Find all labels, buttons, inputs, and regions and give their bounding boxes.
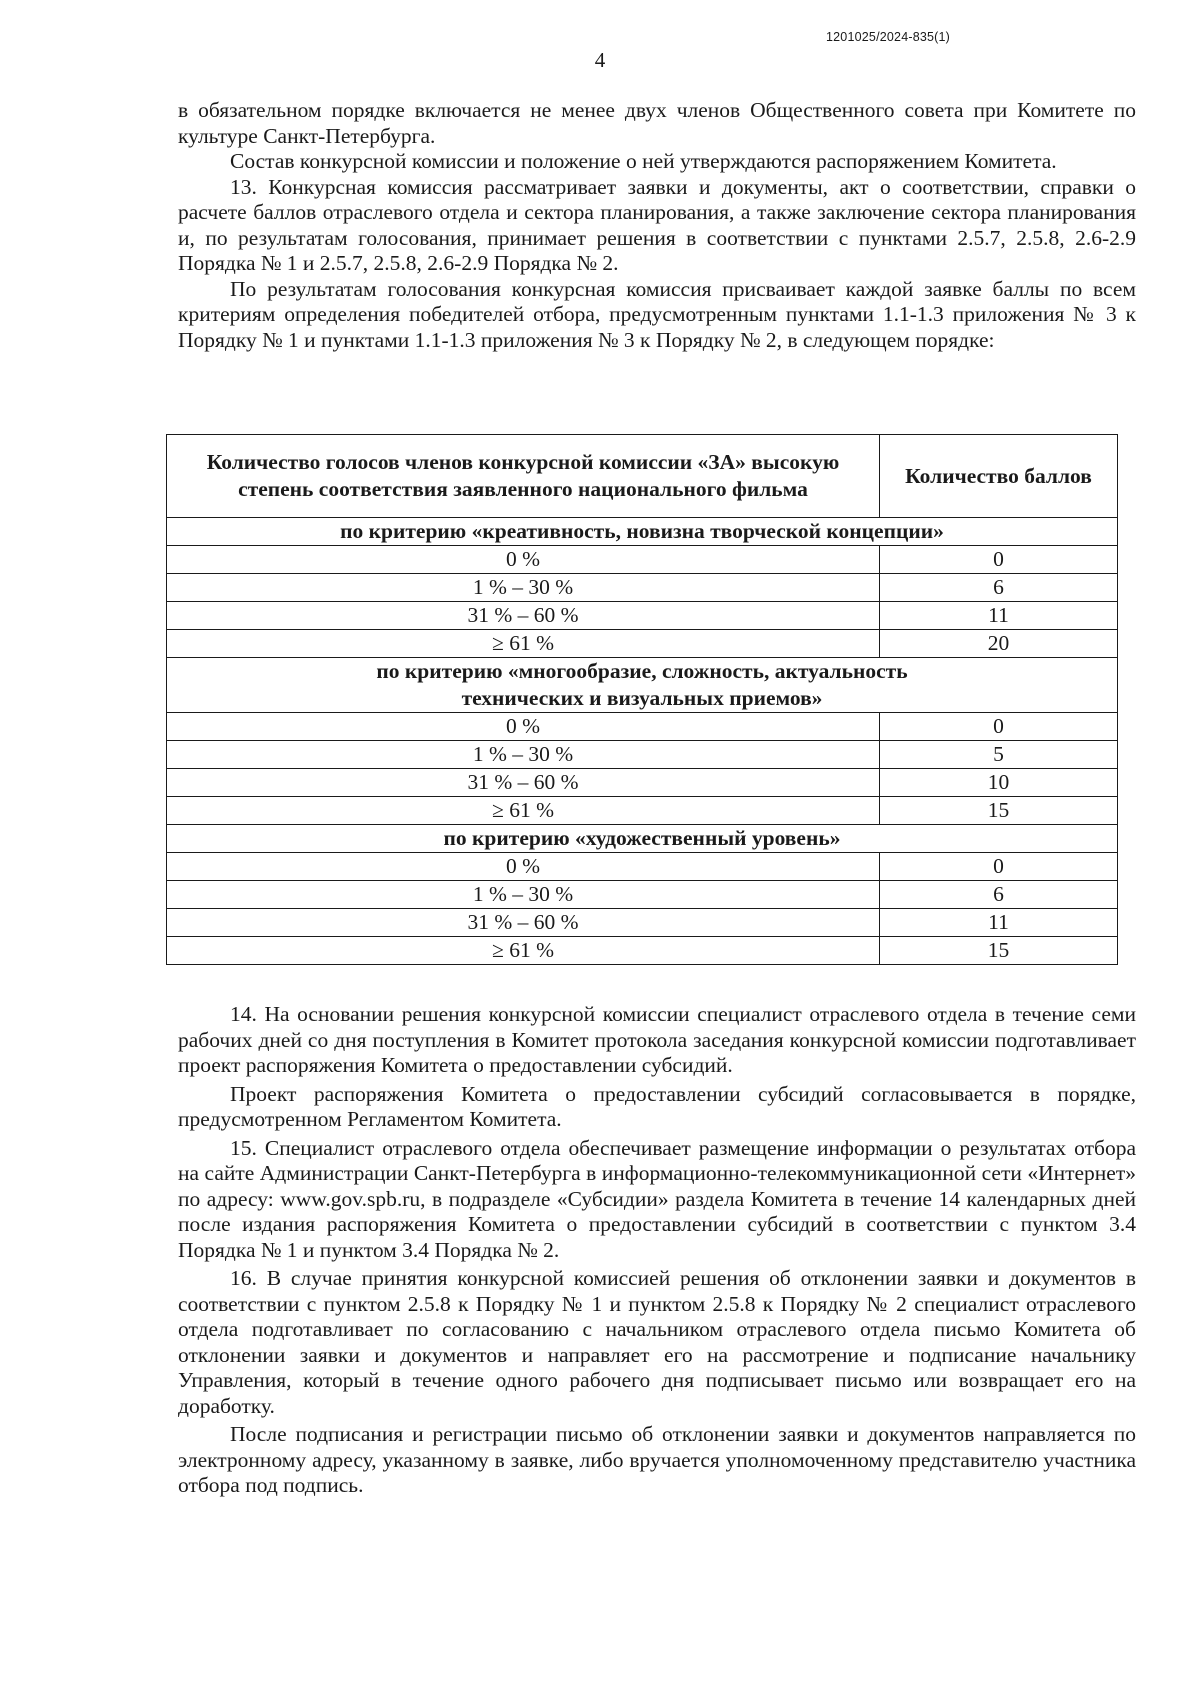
range-cell: 31 % – 60 % (167, 769, 880, 797)
range-cell: 31 % – 60 % (167, 909, 880, 937)
criterion-row (167, 825, 1118, 853)
header-points: Количество баллов (880, 435, 1118, 518)
points-cell: 0 (880, 546, 1118, 574)
criterion-diversity: по критерию «многообразие, сложность, актуальность технических и визуальных приемов» (167, 658, 1118, 713)
paragraph: Проект распоряжения Комитета о предоставлении субсидий согласовывается в порядке, предусмотренном Регламентом Комитета. (178, 1081, 1136, 1131)
range-cell: 0 % (167, 546, 880, 574)
paragraph: 16. В случае принятия конкурсной комиссией решения об отклонении заявки и документов в соответствии с пунктом 2.5.8 к Порядку № 1 и пунктом 2.5.8 к Порядку № 2 специалист отраслевого отдела подготавливает по согласованию с начальником отраслевого отдела письмо Комитета об отклонении заявки и документов и направляет его на рассмотрение и подписание начальнику Управления, который в течение одного рабочего дня подписывает письмо или возвращает его на доработку. (178, 1266, 1136, 1418)
table-row (167, 797, 1118, 825)
points-cell: 0 (880, 713, 1118, 741)
top-text (178, 98, 1136, 353)
range-cell: 0 % (167, 853, 880, 881)
criterion-row (167, 518, 1118, 546)
range-cell: ≥ 61 % (167, 630, 880, 658)
score-table (166, 434, 1118, 965)
points-cell: 15 (880, 797, 1118, 825)
table-row (167, 630, 1118, 658)
table-row (167, 853, 1118, 881)
table-row (167, 602, 1118, 630)
paragraph: Состав конкурсной комиссии и положение о ней утверждаются распоряжением Комитета. (230, 149, 1057, 173)
points-cell: 5 (880, 741, 1118, 769)
table-row (167, 769, 1118, 797)
range-cell: 0 % (167, 713, 880, 741)
points-cell: 15 (880, 937, 1118, 965)
table-row (167, 741, 1118, 769)
criterion-row (167, 658, 1118, 713)
paragraph: 15. Специалист отраслевого отдела обеспечивает размещение информации о результатах отбора на сайте Администрации Санкт-Петербурга в информационно-телекоммуникационной сети «Интернет» по адресу: www.gov.spb.ru, в подразделе «Субсидии» раздела Комитета в течение 14 календарных дней после издания распоряжения Комитета о предоставлении субсидий в соответствии с пунктом 3.4 Порядка № 1 и пунктом 3.4 Порядка № 2. (178, 1135, 1136, 1262)
range-cell: ≥ 61 % (167, 937, 880, 965)
paragraph: в обязательном порядке включается не менее двух членов Общественного совета при Комитете по культуре Санкт-Петербурга. (178, 98, 1136, 148)
range-cell: 1 % – 30 % (167, 741, 880, 769)
points-cell: 0 (880, 853, 1118, 881)
document-id: 1201025/2024-835(1) (826, 30, 951, 44)
table-row (167, 713, 1118, 741)
table-row (167, 909, 1118, 937)
table-row (167, 546, 1118, 574)
points-cell: 11 (880, 602, 1118, 630)
range-cell: ≥ 61 % (167, 797, 880, 825)
range-cell: 1 % – 30 % (167, 574, 880, 602)
points-cell: 11 (880, 909, 1118, 937)
criterion-artistic-level: по критерию «художественный уровень» (167, 825, 1118, 853)
paragraph: После подписания и регистрации письмо об отклонении заявки и документов направляется по электронному адресу, указанному в заявке, либо вручается уполномоченному представителю участника отбора под подпись. (178, 1422, 1136, 1497)
header-votes: Количество голосов членов конкурсной комиссии «ЗА» высокую степень соответствия заявленного национального фильма (167, 435, 880, 518)
points-cell: 6 (880, 881, 1118, 909)
paragraph: 14. На основании решения конкурсной комиссии специалист отраслевого отдела в течение семи рабочих дней со дня поступления в Комитет протокола заседания конкурсной комиссии подготавливает проект распоряжения Комитета о предоставлении субсидий. (178, 1002, 1136, 1077)
bottom-text (178, 1002, 1136, 1499)
points-cell: 10 (880, 769, 1118, 797)
paragraph: 13. Конкурсная комиссия рассматривает заявки и документы, акт о соответствии, справки о расчете баллов отраслевого отдела и сектора планирования, а также заключение сектора планирования и, по результатам голосования, принимает решения в соответствии с пунктами 2.5.7, 2.5.8, 2.6-2.9 Порядка № 1 и 2.5.7, 2.5.8, 2.6-2.9 Порядка № 2. (178, 174, 1136, 275)
range-cell: 1 % – 30 % (167, 881, 880, 909)
range-cell: 31 % – 60 % (167, 602, 880, 630)
table-row (167, 937, 1118, 965)
criterion-creativity: по критерию «креативность, новизна творческой концепции» (167, 518, 1118, 546)
table-row (167, 881, 1118, 909)
table-header-row (167, 435, 1118, 518)
page-number: 4 (594, 48, 606, 72)
points-cell: 6 (880, 574, 1118, 602)
paragraph: По результатам голосования конкурсная комиссия присваивает каждой заявке баллы по всем критериям определения победителей отбора, предусмотренным пунктами 1.1-1.3 приложения № 3 к Порядку № 1 и пунктами 1.1-1.3 приложения № 3 к Порядку № 2, в следующем порядке: (178, 276, 1136, 352)
points-cell: 20 (880, 630, 1118, 658)
table-row (167, 574, 1118, 602)
